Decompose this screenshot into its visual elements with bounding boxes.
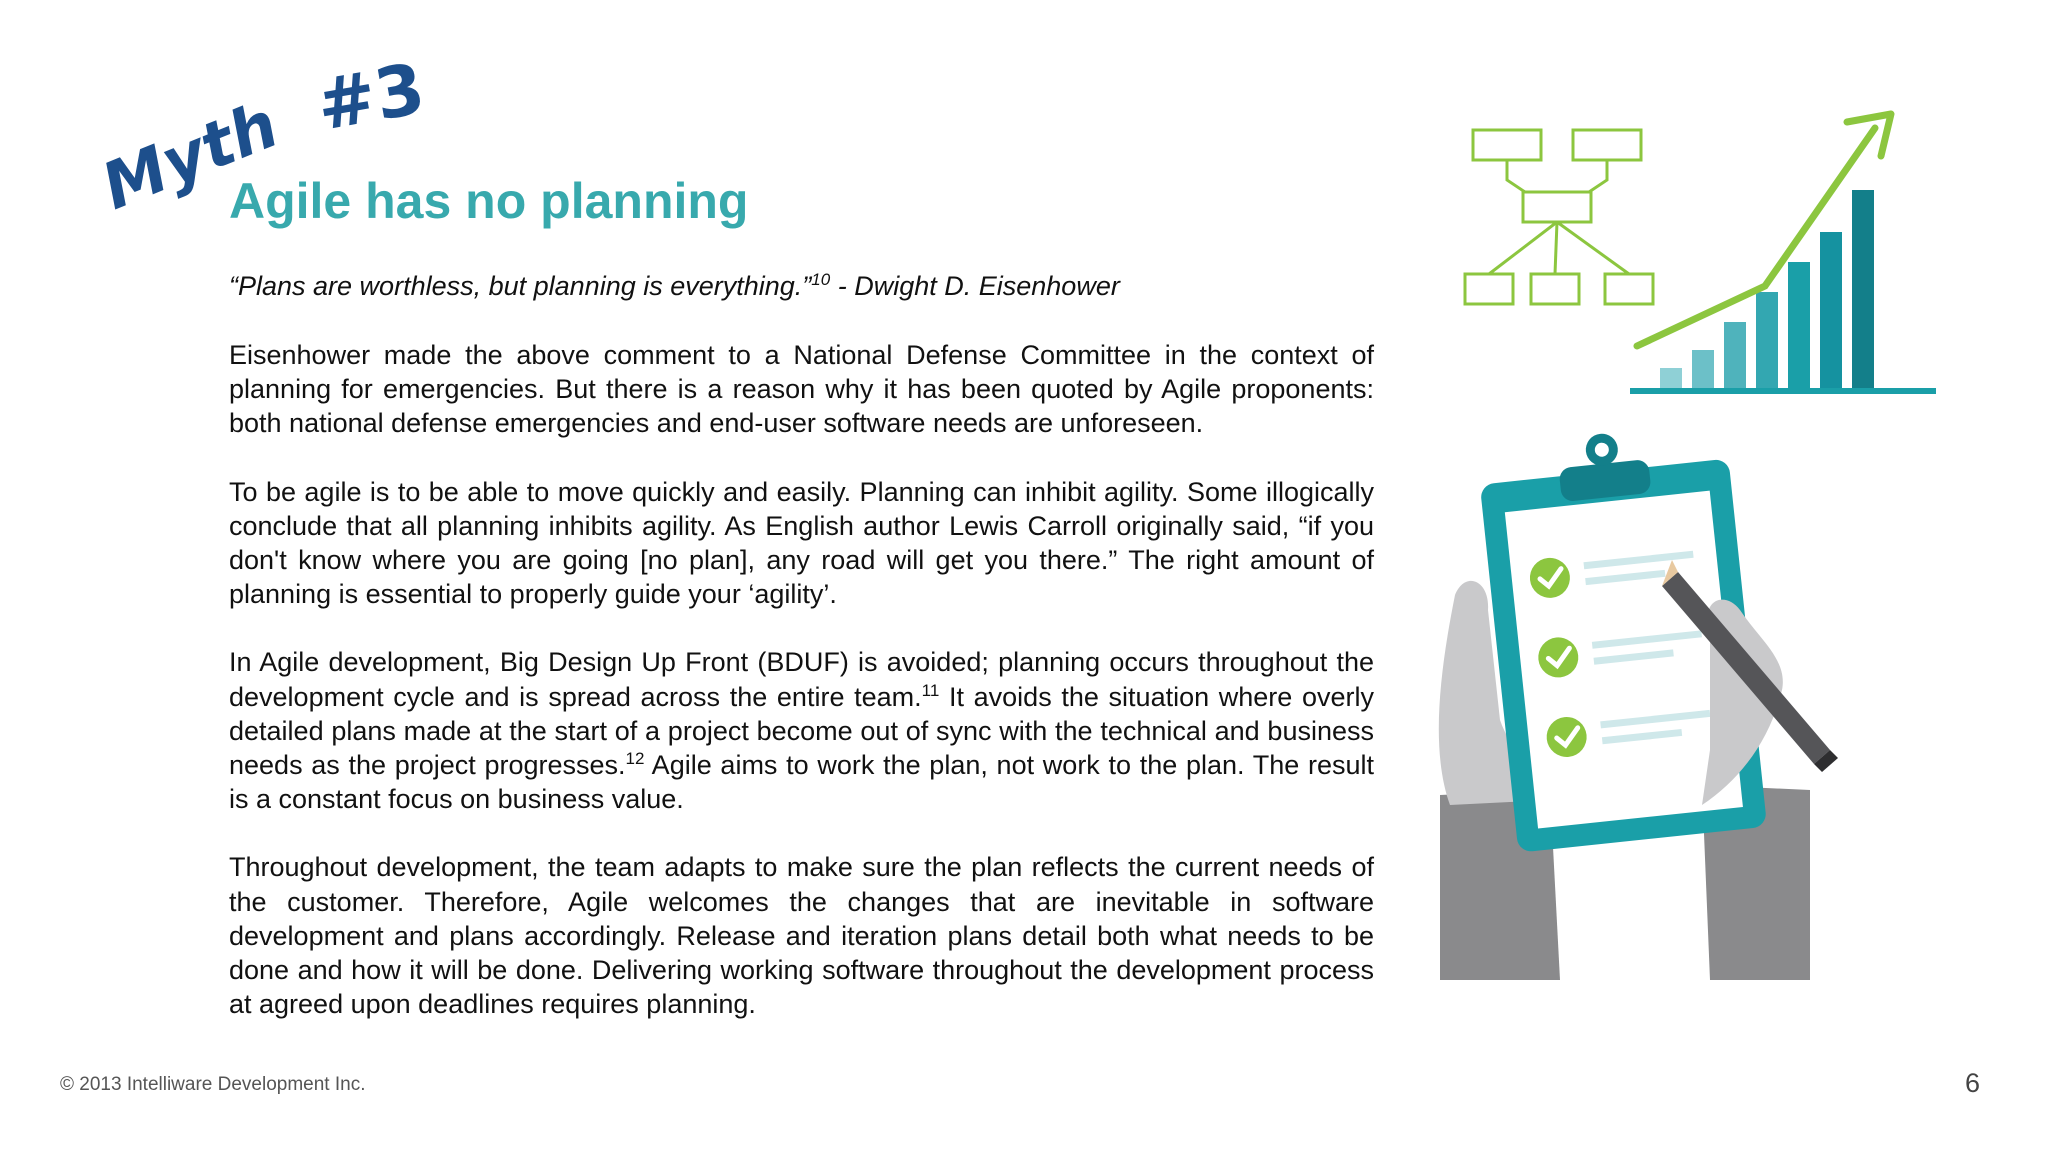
paragraph-3 [229,645,1374,816]
paragraph-text: In Agile development, Big Design Up Front (BDUF) is avoided; planning occurs throughout the development cycle and is spread across the entire team. [229,647,1374,712]
slide-title: Agile has no planning [229,173,749,229]
quote-ref: 10 [811,270,831,289]
myth-label: Myth [92,88,289,225]
quote-text: “Plans are worthless, but planning is everything.” [229,271,812,301]
paragraph-text: Agile aims to work the plan, not work to the plan. The result is a constant focus on business value. [229,750,1374,815]
clipboard-checklist-icon [1410,420,1860,980]
paragraph-text: To be agile is to be able to move quickly and easily. Planning can inhibit agility. Some illogically conclude that all planning inhibits agility. As English author Lewis Carroll originally said, “if you don't know where you are going [no plan], any road will get you there.” The right amount of planning is essential to properly guide your ‘agility’. [229,476,1374,610]
page-number: 6 [1964,1068,1980,1098]
copyright-footer: © 2013 Intelliware Development Inc. [60,1074,366,1095]
paragraph-text: Throughout development, the team adapts to make sure the plan reflects the current needs of the customer. Therefore, Agile welcomes the changes that are inevitable in software development and plans accordingly. Release and iteration plans detail both what needs to be done and how it will be done. Delivering working software throughout the development process at agreed upon deadlines requires planning. [229,852,1374,1020]
clipboard-illustration [1410,420,1860,980]
paragraph-4 [229,850,1374,1021]
paragraph-text: Eisenhower made the above comment to a National Defense Committee in the context of planning for emergencies. But there is a reason why it has been quoted by Agile proponents: both national defense emergencies and end-user software needs are unforeseen. [229,340,1374,439]
body-text [229,338,1374,1055]
paragraph-2 [229,475,1374,612]
quote-author: - Dwight D. Eisenhower [830,271,1120,301]
eisenhower-quote [229,270,1379,302]
paragraph-1 [229,338,1374,441]
footnote-ref: 11 [921,680,940,700]
myth-number: #3 [310,47,431,147]
footnote-ref: 12 [625,749,645,769]
growth-chart-icon [1455,108,1985,408]
paragraph-text: It avoids the situation where overly detailed plans made at the start of a project become out of sync with the technical and business needs as the project progresses. [229,681,1375,781]
planning-illustration [1455,108,1985,408]
